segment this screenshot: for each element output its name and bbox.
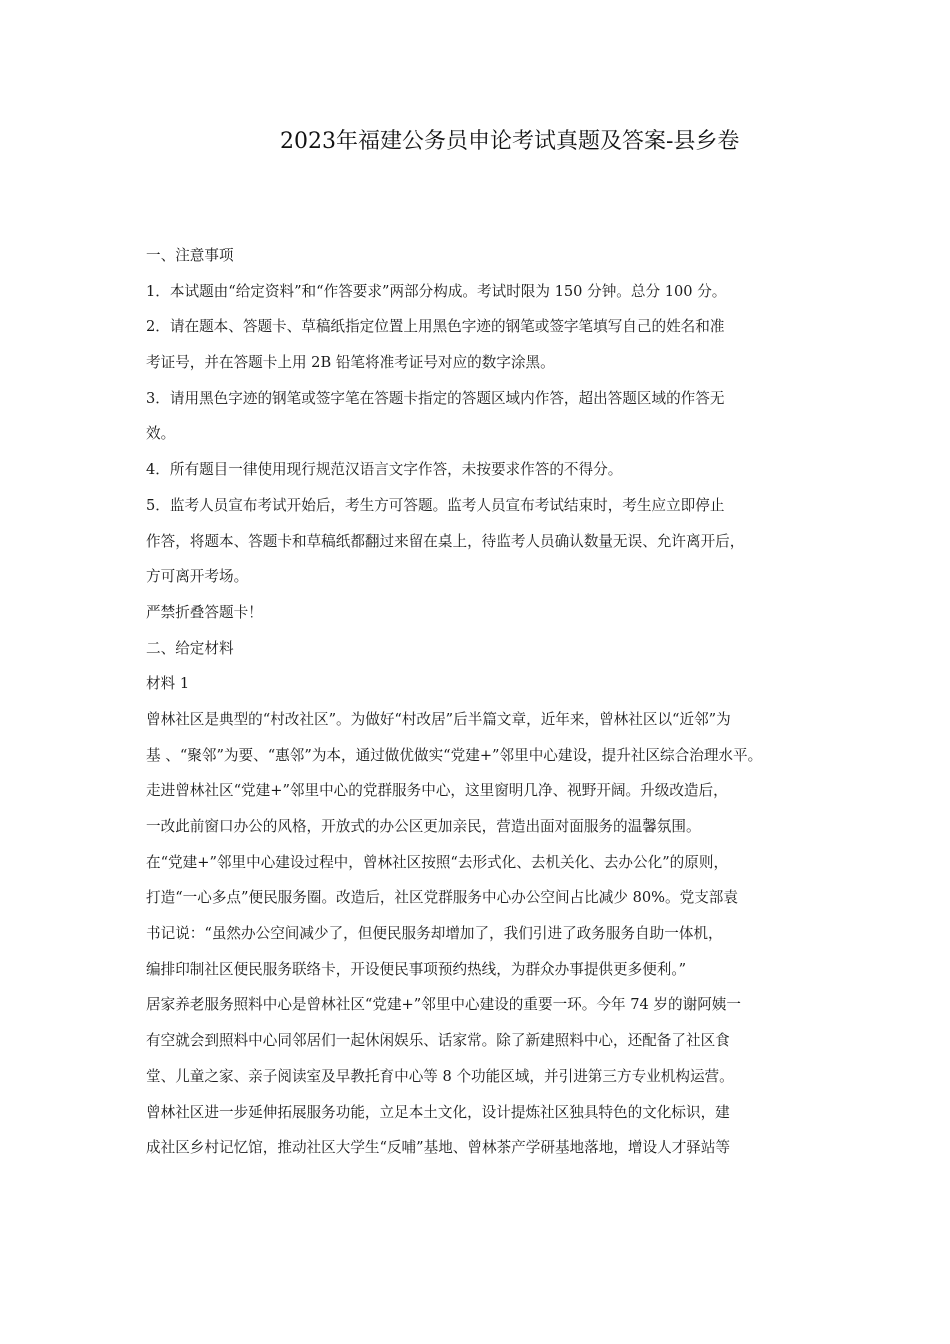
paragraph-line: 5．监考人员宣布考试开始后，考生方可答题。监考人员宣布考试结束时，考生应立即停止	[146, 496, 725, 514]
paragraph-line: 居家养老服务照料中心是曾林社区“党建+”邻里中心建设的重要一环。今年 74 岁的谢阿姨一	[146, 996, 741, 1014]
paragraph-line: 书记说：“虽然办公空间减少了，但便民服务却增加了，我们引进了政务服务自助一体机，	[146, 925, 723, 943]
section-heading-notes: 一、注意事项	[146, 247, 234, 264]
warning-line: 严禁折叠答题卡！	[146, 603, 263, 621]
paragraph-line: 在“党建+”邻里中心建设过程中，曾林社区按照“去形式化、去机关化、去办公化”的原则，	[146, 853, 729, 871]
document-title: 2023年福建公务员申论考试真题及答案-县乡卷	[280, 129, 740, 154]
paragraph-line: 效。	[146, 425, 176, 443]
paragraph-line: 作答，将题本、答题卡和草稿纸都翻过来留在桌上，待监考人员确认数量无误、允许离开后，	[146, 532, 745, 550]
paragraph-line: 曾林社区进一步延伸拓展服务功能，立足本土文化，设计提炼社区独具特色的文化标识，建	[146, 1103, 730, 1121]
paragraph-line: 方可离开考场。	[146, 568, 249, 586]
paragraph-line: 堂、儿童之家、亲子阅读室及早教托育中心等 8 个功能区域，并引进第三方专业机构运营。	[146, 1067, 734, 1085]
paragraph-line: 基 、“聚邻”为要、“惠邻”为本，通过做优做实“党建+”邻里中心建设，提升社区综合治理水平。	[146, 746, 763, 764]
paragraph-line: 曾林社区是典型的“村改社区”。为做好“村改居”后半篇文章，近年来，曾林社区以“近邻”为	[146, 710, 731, 728]
paragraph-line: 走进曾林社区“党建+”邻里中心的党群服务中心，这里窗明几净、视野开阔。升级改造后，	[146, 782, 728, 800]
paragraph-line: 3．请用黑色字迹的钢笔或签字笔在答题卡指定的答题区域内作答，超出答题区域的作答无	[146, 389, 725, 407]
paragraph-line: 一改此前窗口办公的风格，开放式的办公区更加亲民，营造出面对面服务的温馨氛围。	[146, 818, 701, 835]
paragraph-line: 编排印制社区便民服务联络卡，开设便民事项预约热线，为群众办事提供更多便利。”	[146, 960, 687, 978]
paragraph-line: 打造“一心多点”便民服务圈。改造后，社区党群服务中心办公空间占比减少 80%。党支部袁	[146, 889, 738, 907]
paragraph-line: 成社区乡村记忆馆，推动社区大学生“反哺”基地、曾林茶产学研基地落地，增设人才驿站等	[146, 1139, 731, 1157]
document-body	[146, 243, 906, 1171]
material-heading: 材料 1	[146, 675, 190, 693]
paragraph-line: 考证号，并在答题卡上用 2B 铅笔将准考证号对应的数字涂黑。	[146, 354, 555, 372]
paragraph-line: 1．本试题由“给定资料”和“作答要求”两部分构成。考试时限为 150 分钟。总分 100 分。	[146, 282, 727, 300]
section-heading-materials: 二、给定材料	[146, 639, 234, 657]
paragraph-line: 4．所有题目一律使用现行规范汉语言文字作答，未按要求作答的不得分。	[146, 461, 623, 479]
paragraph-line: 有空就会到照料中心同邻居们一起休闲娱乐、话家常。除了新建照料中心，还配备了社区食	[146, 1032, 730, 1050]
paragraph-line: 2．请在题本、答题卡、草稿纸指定位置上用黑色字迹的钢笔或签字笔填写自己的姓名和准	[146, 318, 725, 336]
